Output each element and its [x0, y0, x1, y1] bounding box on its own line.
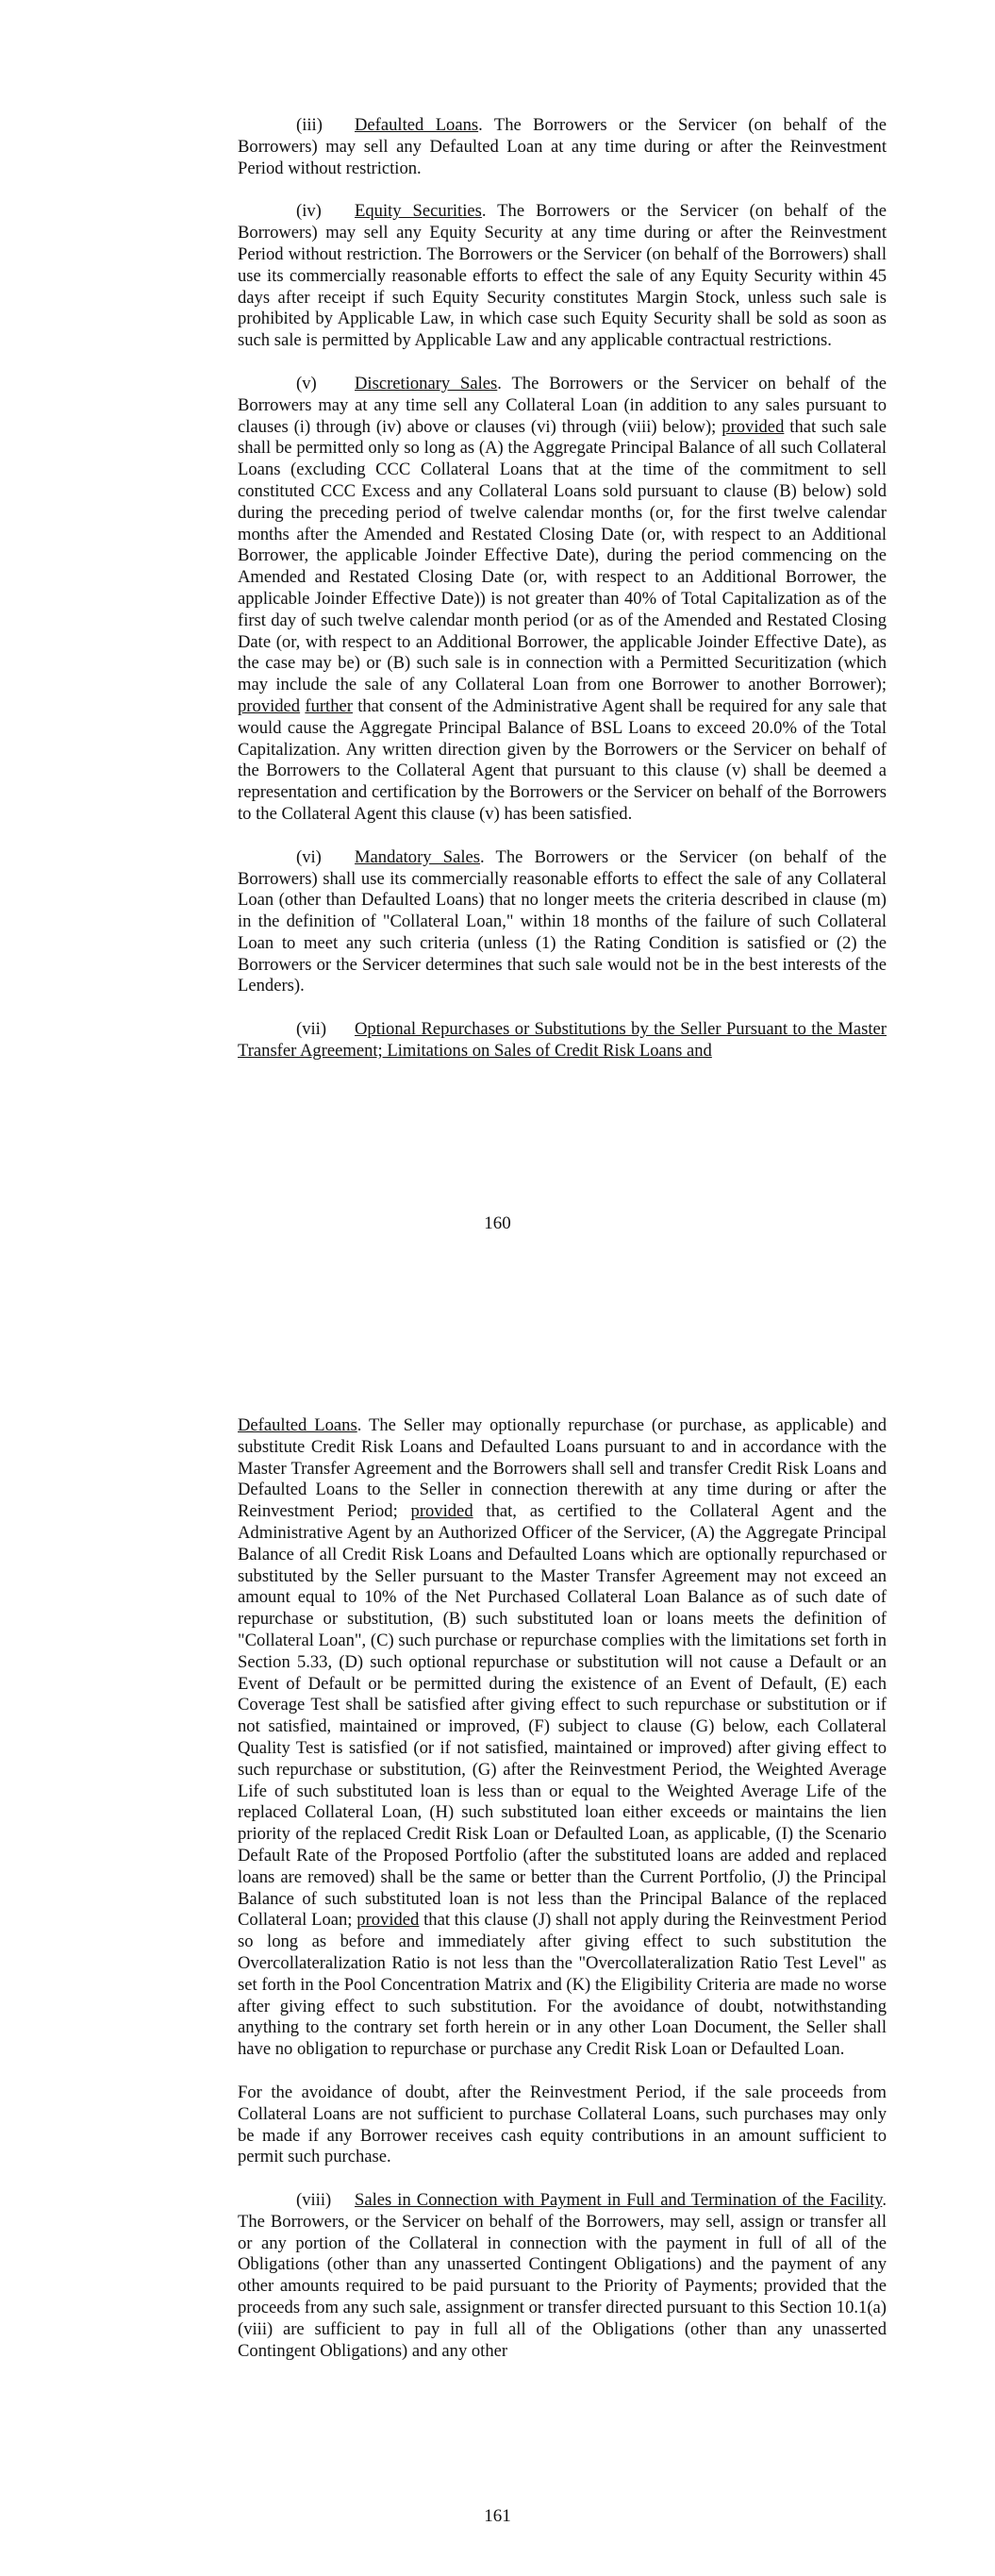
- clause-text: that this clause (J) shall not apply during the Reinvestment Period so long as before and immediately after giving effect to such substitution the Overcollateralization Ratio is not less than the "Overcollateralization Ratio Test Level" as set forth in the Pool Concentration Matrix and (K) the Eligibility Criteria are made no worse after giving effect to such substitution. For the avoidance of doubt, notwithstanding anything to the contrary set forth herein or in any other Loan Document, the Seller shall have no obligation to repurchase or purchase any Credit Risk Loan or Defaulted Loan.: [238, 1910, 887, 2060]
- clause-text: that consent of the Administrative Agent shall be required for any sale that would cause the Aggregate Principal Balance of BSL Loans to exceed 20.0% of the Total Capitalization. Any written direction given by the Borrowers or the Servicer on behalf of the Borrowers to the Collateral Agent that pursuant to this clause (v) shall be deemed a representation and certification by the Borrowers or the Servicer on behalf of the Borrowers to the Collateral Agent this clause (v) has been satisfied.: [238, 695, 887, 824]
- provided-term: provided: [238, 695, 301, 716]
- clause-text: that such sale shall be permitted only so long as (A) the Aggregate Principal Balance of all such Collateral Loans (excluding CCC Collateral Loans that at the time of the commitment to sell constituted CCC Excess and any Collateral Loans sold pursuant to clause (B) below) sold during the preceding period of twelve calendar months (or, for the first twelve calendar months after the Amended and Restated Closing Date (or, with respect to an Additional Borrower, the applicable Joinder Effective Date), during the period commencing on the Amended and Restated Closing Date (or, with respect to an Additional Borrower, the applicable Joinder Effective Date)) is not greater than 40% of Total Capitalization as of the first day of such twelve calendar month period (or as of the Amended and Restated Closing Date (or, with respect to an Additional Borrower, the applicable Joinder Effective Date), as the case may be) or (B) such sale is in connection with a Permitted Securitization (which may include the sale of any Collateral Loan from one Borrower to another Borrower);: [238, 416, 887, 695]
- clause-text: that, as certified to the Collateral Agent and the Administrative Agent by an Authorized Officer of the Servicer, (A) the Aggregate Principal Balance of all Credit Risk Loans and Defaulted Loans which are optionally repurchased or substituted by the Seller pursuant to the Master Transfer Agreement may not exceed an amount equal to 10% of the Net Purchased Collateral Loan Balance as of such date of repurchase or substitution, (B) such substituted loan or loans meets the definition of "Collateral Loan", (C) such purchase or repurchase complies with the limitations set forth in Section 5.33, (D) such optional repurchase or substitution will not cause a Default or an Event of Default or be permitted during the existence of an Event of Default, (E) each Coverage Test shall be satisfied after giving effect to such repurchase or substitution or if not satisfied, maintained or improved, (F) subject to clause (G) below, each Collateral Quality Test is satisfied (or if not satisfied, maintained or improved) after giving effect to such repurchase or substitution, (G) after the Reinvestment Period, the Weighted Average Life of such substituted loan is less than or equal to the Weighted Average Life of the replaced Collateral Loan, (H) such substituted loan either exceeds or maintains the lien priority of the replaced Credit Risk Loan or Defaulted Loan, as applicable, (I) the Scenario Default Rate of the Proposed Portfolio (after the substituted loans are added and replaced loans are removed) shall be the same or better than the Current Portfolio, (J) the Principal Balance of such substituted loan is not less than the Principal Balance of the replaced Collateral Loan;: [238, 1501, 887, 1931]
- clause-title: Optional Repurchases or Substitutions by the Seller Pursuant to the Master Transfer Agreement; Limitations on Sales of Credit Risk Loans and: [238, 1019, 887, 1062]
- provided-term: provided: [357, 1910, 420, 1931]
- clause-title: Defaulted Loans: [238, 1415, 357, 1435]
- clause-vii-continued: [238, 1415, 887, 2061]
- clause-text: . The Borrowers or the Servicer (on behalf of the Borrowers) shall use its commercially reasonable efforts to effect the sale of any Collateral Loan (other than Defaulted Loans) that no longer meets the criteria described in clause (m) in the definition of "Collateral Loan," within 18 months of the failure of such Collateral Loan to meet any such criteria (unless (1) the Rating Condition is satisfied or (2) the Borrowers or the Servicer determines that such sale would not be in the best interests of the Lenders).: [238, 846, 887, 996]
- clause-text: . The Seller may optionally repurchase (or purchase, as applicable) and substitute Credit Risk Loans and Defaulted Loans pursuant to and in accordance with the Master Transfer Agreement and the Borrowers shall sell and transfer Credit Risk Loans and Defaulted Loans to the Seller in connection therewith at any time during or after the Reinvestment Period;: [238, 1415, 887, 1522]
- provided-term: provided: [410, 1501, 473, 1522]
- clause-number: (viii): [296, 2190, 332, 2211]
- page-161: [0, 1288, 995, 2576]
- clause-iv: [238, 201, 887, 352]
- clause-title: Discretionary Sales: [355, 373, 498, 393]
- clause-vi: [238, 847, 887, 998]
- clause-text: . The Borrowers or the Servicer (on behalf of the Borrowers) may sell any Defaulted Loan at any time during or after the Reinvestment Period without restriction.: [238, 115, 887, 178]
- clause-vii: [238, 1019, 887, 1062]
- clause-number: (iv): [296, 201, 322, 222]
- clause-text: . The Borrowers, or the Servicer on behalf of the Borrowers, may sell, assign or transfer all or any portion of the Collateral in connection with the payment in full of all of the Obligations (other than any unasserted Contingent Obligations) and the payment of any other amounts required to be paid pursuant to the Priority of Payments; provided that the proceeds from any such sale, assignment or transfer directed pursuant to this Section 10.1(a)(viii) are sufficient to pay in full all of the Obligations (other than any unasserted Contingent Obligations) and any other: [238, 2190, 887, 2361]
- page-body: [238, 1415, 887, 2384]
- clause-title: Equity Securities: [355, 201, 482, 222]
- further-term: further: [305, 695, 353, 716]
- clause-viii: [238, 2190, 887, 2362]
- provided-term: provided: [721, 416, 785, 437]
- clause-title: Defaulted Loans: [355, 115, 479, 135]
- clause-number: (iii): [296, 115, 323, 135]
- clause-iii: [238, 115, 887, 179]
- clause-text: . The Borrowers or the Servicer (on behalf of the Borrowers) may sell any Equity Security at any time during or after the Reinvestment Period without restriction. The Borrowers or the Servicer (on behalf of the Borrowers) shall use its commercially reasonable efforts to effect the sale of any Equity Security within 45 days after receipt if such Equity Security constitutes Margin Stock, unless such sale is prohibited by Applicable Law, in which case such Equity Security shall be sold as soon as such sale is permitted by Applicable Law and any applicable contractual restrictions.: [238, 201, 887, 351]
- page-number: 160: [484, 1213, 511, 1233]
- avoidance-paragraph: For the avoidance of doubt, after the Reinvestment Period, if the sale proceeds from Collateral Loans are not sufficient to purchase Collateral Loans, such purchases may only be made if any Borrower receives cash equity contributions in an amount sufficient to permit such purchase.: [238, 2082, 887, 2167]
- page-number: 161: [484, 2506, 511, 2526]
- clause-v: [238, 374, 887, 826]
- clause-number: (v): [296, 373, 317, 393]
- page-body: [238, 115, 887, 1084]
- clause-text: . The Borrowers or the Servicer on behalf of the Borrowers may at any time sell any Collateral Loan (in addition to any sales pursuant to clauses (i) through (iv) above or clauses (vi) through (viii) below);: [238, 373, 887, 437]
- clause-number: (vii): [296, 1019, 327, 1040]
- clause-title: Mandatory Sales: [355, 846, 481, 867]
- clause-number: (vi): [296, 846, 322, 867]
- clause-title: Sales in Connection with Payment in Full and Termination of the Facility: [355, 2190, 883, 2211]
